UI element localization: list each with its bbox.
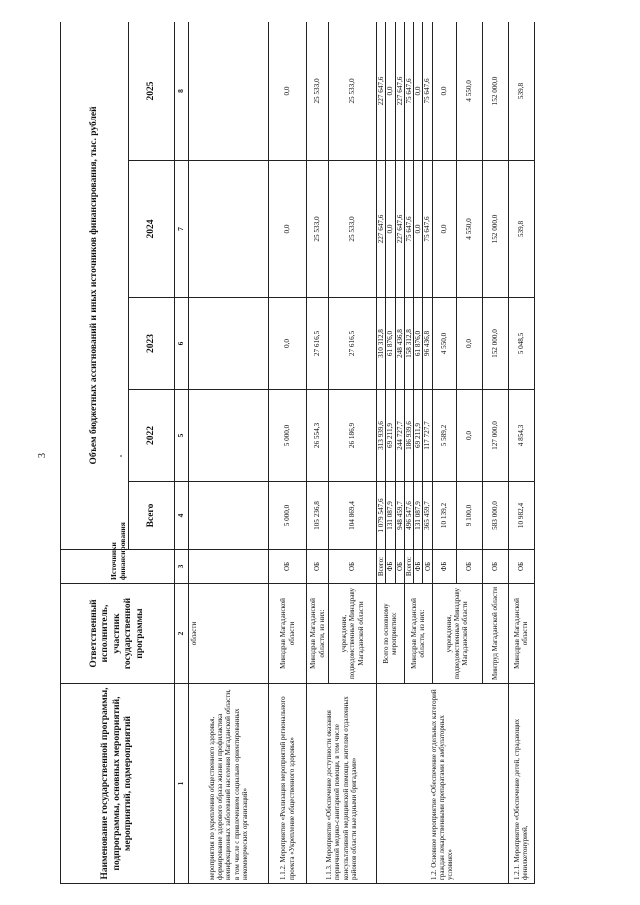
- row-executor: Минтруд Магаданской области: [482, 584, 508, 684]
- table-row: [307, 22, 329, 884]
- row-executor: Минздрав Магаданской области, из них:: [307, 584, 329, 684]
- value-2025: 0,0: [386, 22, 395, 161]
- rotated-page-area: [60, 22, 580, 884]
- value-2023: 0,0: [269, 298, 307, 390]
- value-2024: 25 533,0: [329, 161, 377, 298]
- table-row: [189, 22, 269, 884]
- row-executor: Минздрав Магаданской области: [269, 584, 307, 684]
- value-total: 9 100,0: [456, 482, 482, 550]
- value-total: 496 547,6: [404, 482, 413, 550]
- header-name: Наименование государственной программы, подпрограммы, основных мероприятий, мероприятий, подмероприятий: [61, 684, 175, 884]
- row-source: ОБ: [482, 550, 508, 584]
- value-2024: 4 550,0: [456, 161, 482, 298]
- value-2024: 539,8: [508, 161, 534, 298]
- value-2022: 5 589,2: [432, 390, 456, 482]
- value-total: 583 000,0: [482, 482, 508, 550]
- value-2023: 248 436,8: [395, 298, 404, 390]
- value-2024: 0,0: [432, 161, 456, 298]
- value-2022: 4 854,3: [508, 390, 534, 482]
- value-2022: 26 554,3: [307, 390, 329, 482]
- value-2023: 310 312,8: [377, 298, 386, 390]
- value-2025: 227 647,6: [377, 22, 386, 161]
- row-name: 1.1.3. Мероприятие «Обеспечение доступности оказания первичной медико-санитарной помощи, в том числе консультативной медицинской помощи, жителям отдаленных районов области выездными бригадами»: [307, 684, 377, 884]
- value-total: 131 087,9: [386, 482, 395, 550]
- value-2024: 0,0: [269, 161, 307, 298]
- table-row: [508, 22, 534, 884]
- value-2025: 539,8: [508, 22, 534, 161]
- value-2024: 25 533,0: [307, 161, 329, 298]
- value-2025: 0,0: [414, 22, 423, 161]
- row-executor: области: [189, 584, 269, 684]
- value-2022: 117 727,7: [423, 390, 432, 482]
- value-total: 365 459,7: [423, 482, 432, 550]
- row-name: 1.2.1. Мероприятие «Обеспечение детей, страдающих фенилкетонурией,: [508, 684, 534, 884]
- row-source: ФБ: [414, 550, 423, 584]
- header-executor: Ответственный исполнитель, участник государственной программы: [61, 584, 175, 684]
- row-source: ОБ: [329, 550, 377, 584]
- value-2023: 61 876,0: [414, 298, 423, 390]
- value-total: 104 869,4: [329, 482, 377, 550]
- row-executor: учреждения, подведомственные Минздраву Магаданской области: [432, 584, 482, 684]
- value-2025: 25 533,0: [307, 22, 329, 161]
- index-cell: 7: [175, 161, 189, 298]
- row-name: 1.1.2. Мероприятие «Реализация мероприятий регионального проекта «Укрепление общественного здоровья»: [269, 684, 307, 884]
- value-2022: 127 000,0: [482, 390, 508, 482]
- row-source: Всего:: [404, 550, 413, 584]
- value-2023: 0,0: [456, 298, 482, 390]
- value-2024: 0,0: [386, 161, 395, 298]
- index-row: [175, 22, 189, 884]
- value-2022: 313 939,6: [377, 390, 386, 482]
- index-cell: 1: [175, 684, 189, 884]
- value-2023: 152 000,0: [482, 298, 508, 390]
- index-cell: 3: [175, 550, 189, 584]
- header-2023: 2023: [129, 298, 175, 390]
- row-source: ФБ: [386, 550, 395, 584]
- value-2025: 152 000,0: [482, 22, 508, 161]
- row-executor: Всего по основному мероприятию:: [377, 584, 405, 684]
- value-2025: 75 647,6: [423, 22, 432, 161]
- budget-table: [60, 22, 535, 884]
- value-2023: 27 616,5: [329, 298, 377, 390]
- value-total: 131 087,9: [414, 482, 423, 550]
- value-2025: 227 647,6: [395, 22, 404, 161]
- row-executor: Минздрав Магаданской области, из них:: [404, 584, 432, 684]
- value-2022: 69 211,9: [414, 390, 423, 482]
- index-cell: 2: [175, 584, 189, 684]
- row-source: ОБ: [456, 550, 482, 584]
- value-2024: 75 647,6: [423, 161, 432, 298]
- value-2022: 69 211,9: [386, 390, 395, 482]
- rotated-table-container: [60, 22, 580, 884]
- value-2025: 25 533,0: [329, 22, 377, 161]
- value-2023: 4 550,0: [432, 298, 456, 390]
- value-2023: 96 436,8: [423, 298, 432, 390]
- value-2025: 4 550,0: [456, 22, 482, 161]
- value-2024: 227 647,6: [395, 161, 404, 298]
- table-row: [269, 22, 307, 884]
- value-2023: 5 048,5: [508, 298, 534, 390]
- index-cell: 8: [175, 22, 189, 161]
- value-total: 948 459,7: [395, 482, 404, 550]
- value-2022: 244 727,7: [395, 390, 404, 482]
- row-source: ОБ: [508, 550, 534, 584]
- value-2025: 75 647,6: [404, 22, 413, 161]
- value-total: 1 079 547,6: [377, 482, 386, 550]
- row-name: 1.2. Основное мероприятие «Обеспечение отдельных категорий граждан лекарственными препаратами в амбулаторных условиях»: [377, 684, 509, 884]
- value-2023: 27 616,5: [307, 298, 329, 390]
- index-cell: 5: [175, 390, 189, 482]
- index-cell: 4: [175, 482, 189, 550]
- value-2023: 61 876,0: [386, 298, 395, 390]
- value-2022: 26 186,9: [329, 390, 377, 482]
- value-total: 10 982,4: [508, 482, 534, 550]
- row-source: ОБ: [307, 550, 329, 584]
- value-total: 5 000,0: [269, 482, 307, 550]
- value-2022: 0,0: [456, 390, 482, 482]
- header-2024: 2024: [129, 161, 175, 298]
- row-source: ОБ: [423, 550, 432, 584]
- row-name: мероприятия по укреплению общественного здоровья, формирование здорового образа жизни и профилактика неинфекционных заболеваний населения Магаданской области, в том числе с привлечением социально ориентированных некоммерческих организаций»: [189, 684, 269, 884]
- value-2022: 5 000,0: [269, 390, 307, 482]
- value-2024: 227 647,6: [377, 161, 386, 298]
- value-2025: 0,0: [269, 22, 307, 161]
- value-2023: 158 312,8: [404, 298, 413, 390]
- table-row: [377, 22, 386, 884]
- row-source: ФБ: [432, 550, 456, 584]
- row-source: Всего:: [377, 550, 386, 584]
- index-cell: 6: [175, 298, 189, 390]
- value-2024: 75 647,6: [404, 161, 413, 298]
- row-executor: Минздрав Магаданской области: [508, 584, 534, 684]
- value-2024: 152 000,0: [482, 161, 508, 298]
- page-number: 3: [37, 453, 48, 458]
- row-executor: учреждения, подведомственные Минздраву Магаданской области: [329, 584, 377, 684]
- row-source: ОБ: [395, 550, 404, 584]
- header-2022: 2022: [129, 390, 175, 482]
- header-total: Всего: [129, 482, 175, 550]
- value-2025: 0,0: [432, 22, 456, 161]
- row-source: ОБ: [269, 550, 307, 584]
- value-total: 10 139,2: [432, 482, 456, 550]
- header-2025: 2025: [129, 22, 175, 161]
- header-budget-group: Объем бюджетных ассигнований и иных источников финансирования, тыс. рублей: [61, 22, 129, 550]
- value-total: 105 236,8: [307, 482, 329, 550]
- header-source: Источники финансирования: [61, 550, 175, 584]
- value-2022: 186 939,6: [404, 390, 413, 482]
- value-2024: 0,0: [414, 161, 423, 298]
